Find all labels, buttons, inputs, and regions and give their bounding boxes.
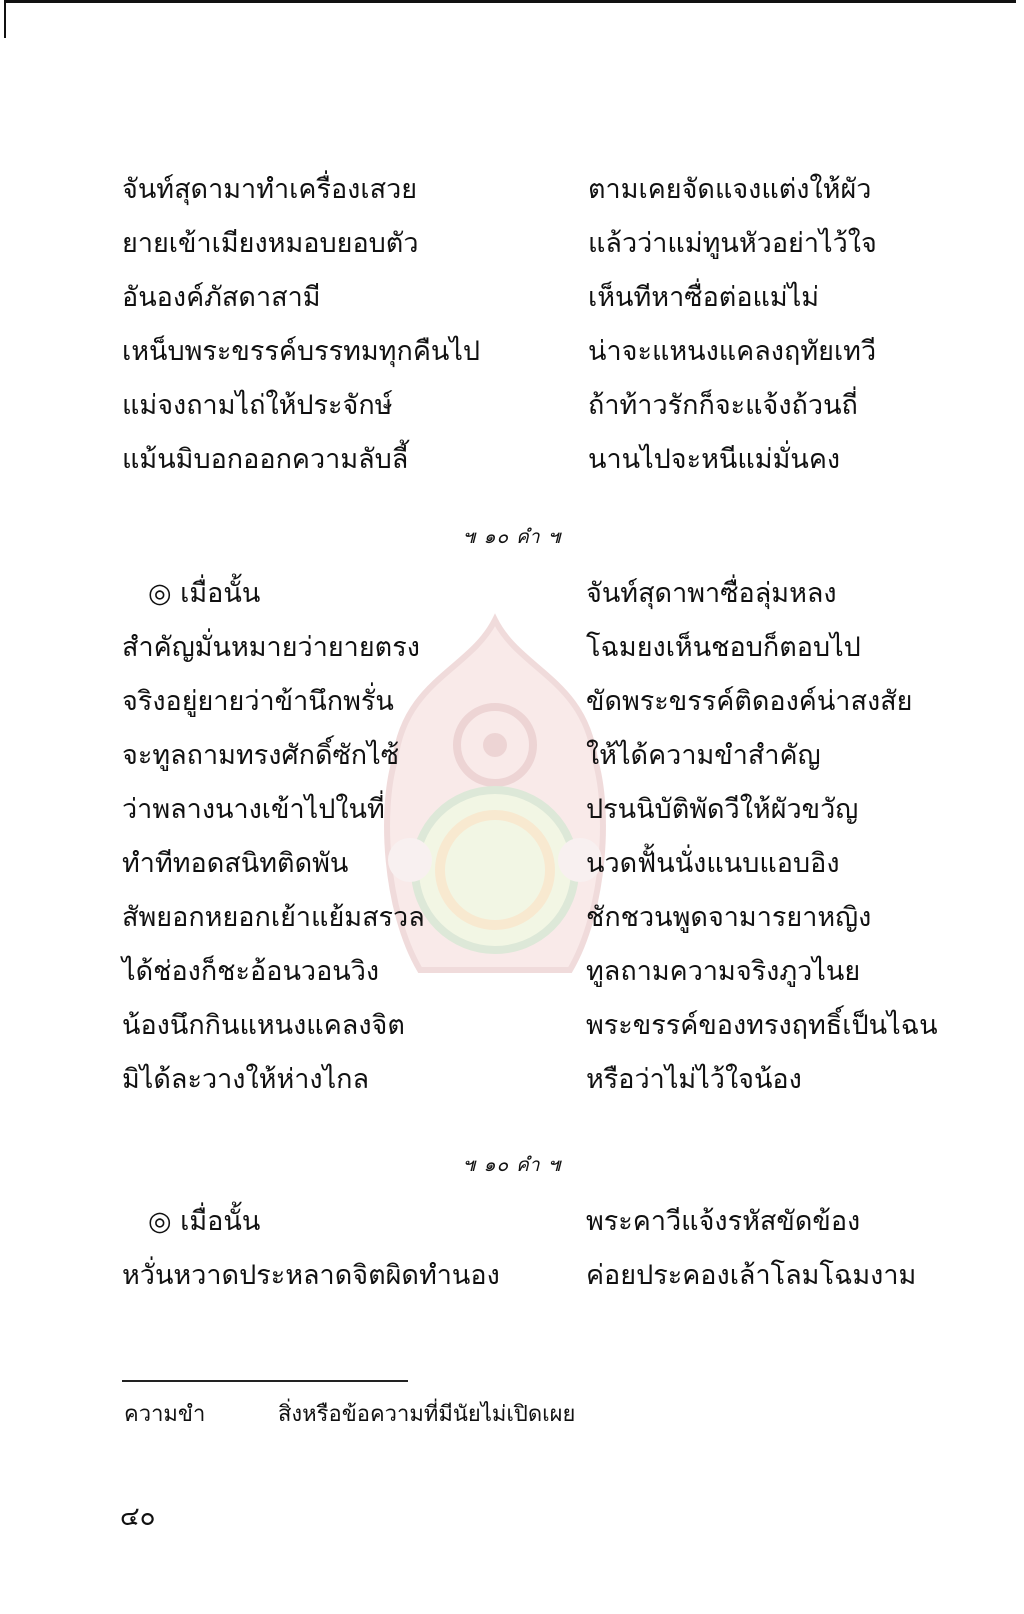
stanza-opener: ◎ เมื่อนั้น bbox=[148, 1206, 261, 1237]
verse-left: ทำทีทอดสนิทติดพัน bbox=[122, 848, 349, 879]
verse-right: น่าจะแหนงแคลงฤทัยเทวี bbox=[588, 336, 877, 367]
verse-left: จะทูลถามทรงศักดิ์ซักไซ้ bbox=[122, 740, 400, 771]
verse-right: เห็นทีหาซื่อต่อแม่ไม่ bbox=[588, 282, 820, 313]
footnote-definition: สิ่งหรือข้อความที่มีนัยไม่เปิดเผย bbox=[278, 1402, 576, 1427]
verse-left: สำคัญมั่นหมายว่ายายตรง bbox=[122, 632, 420, 663]
verse-right: จันท์สุดาพาซื่อลุ่มหลง bbox=[586, 578, 837, 609]
verse-row bbox=[0, 1060, 1024, 1104]
verse-row bbox=[0, 332, 1024, 376]
verse-right: ชักชวนพูดจามารยาหญิง bbox=[586, 902, 872, 933]
verse-right: พระคาวีแจ้งรหัสขัดข้อง bbox=[586, 1206, 861, 1237]
footnote-term: ความขำ bbox=[124, 1402, 206, 1427]
verse-left: น้องนึกกินแหนงแคลงจิต bbox=[122, 1010, 405, 1041]
verse-row bbox=[0, 1006, 1024, 1050]
verse-left: อันองค์ภัสดาสามี bbox=[122, 282, 321, 313]
verse-right: แล้วว่าแม่ทูนหัวอย่าไว้ใจ bbox=[588, 228, 877, 259]
verse-row bbox=[0, 844, 1024, 888]
verse-left: ยายเข้าเมียงหมอบยอบตัว bbox=[122, 228, 419, 259]
scan-top-border bbox=[6, 0, 1016, 3]
verse-row bbox=[0, 224, 1024, 268]
verse-right: นานไปจะหนีแม่มั่นคง bbox=[588, 444, 841, 475]
stanza-opener: ◎ เมื่อนั้น bbox=[148, 578, 261, 609]
stanza-separator: ๚ ๑๐ คำ ๚ bbox=[462, 526, 562, 548]
verse-row bbox=[0, 790, 1024, 834]
page-number: ๔๐ bbox=[120, 1502, 156, 1532]
verse-left: ว่าพลางนางเข้าไปในที่ bbox=[122, 794, 385, 825]
verse-right: นวดฟั้นนั่งแนบแอบอิง bbox=[586, 848, 840, 879]
verse-row bbox=[0, 952, 1024, 996]
verse-left: จริงอยู่ยายว่าข้านึกพรั่น bbox=[122, 686, 394, 717]
verse-left: จันท์สุดามาทำเครื่องเสวย bbox=[122, 174, 418, 205]
verse-right: พระขรรค์ของทรงฤทธิ์เป็นไฉน bbox=[586, 1010, 938, 1041]
verse-left: แม้นมิบอกออกความลับลี้ bbox=[122, 444, 409, 475]
verse-row bbox=[0, 898, 1024, 942]
verse-right: ให้ได้ความขำสำคัญ bbox=[586, 740, 821, 771]
stanza-separator: ๚ ๑๐ คำ ๚ bbox=[462, 1154, 562, 1176]
verse-row bbox=[0, 736, 1024, 780]
verse-right: หรือว่าไม่ไว้ใจน้อง bbox=[586, 1064, 802, 1095]
verse-row bbox=[0, 278, 1024, 322]
footnote-divider bbox=[122, 1380, 408, 1382]
verse-left: ได้ช่องก็ชะอ้อนวอนวิง bbox=[122, 956, 380, 987]
verse-left: แม่จงถามไถ่ให้ประจักษ์ bbox=[122, 390, 393, 421]
verse-right: โฉมยงเห็นชอบก็ตอบไป bbox=[586, 632, 861, 663]
verse-right: ถ้าท้าวรักก็จะแจ้งถ้วนถี่ bbox=[588, 390, 858, 421]
verse-right: ตามเคยจัดแจงแต่งให้ผัว bbox=[588, 174, 872, 205]
verse-left: มิได้ละวางให้ห่างไกล bbox=[122, 1064, 370, 1095]
verse-row bbox=[0, 682, 1024, 726]
verse-row bbox=[0, 440, 1024, 484]
verse-left: หวั่นหวาดประหลาดจิตผิดทำนอง bbox=[122, 1260, 500, 1291]
verse-row bbox=[0, 628, 1024, 672]
verse-right: ทูลถามความจริงภูวไนย bbox=[586, 956, 861, 987]
verse-right: ปรนนิบัติพัดวีให้ผัวขวัญ bbox=[586, 794, 859, 825]
scan-left-border bbox=[4, 0, 6, 38]
verse-row bbox=[0, 1256, 1024, 1300]
verse-row bbox=[0, 386, 1024, 430]
verse-left: สัพยอกหยอกเย้าแย้มสรวล bbox=[122, 902, 425, 933]
verse-left: เหน็บพระขรรค์บรรทมทุกคืนไป bbox=[122, 336, 481, 367]
verse-right: ค่อยประคองเล้าโลมโฉมงาม bbox=[586, 1260, 917, 1291]
verse-right: ขัดพระขรรค์ติดองค์น่าสงสัย bbox=[586, 686, 913, 717]
verse-row bbox=[0, 170, 1024, 214]
